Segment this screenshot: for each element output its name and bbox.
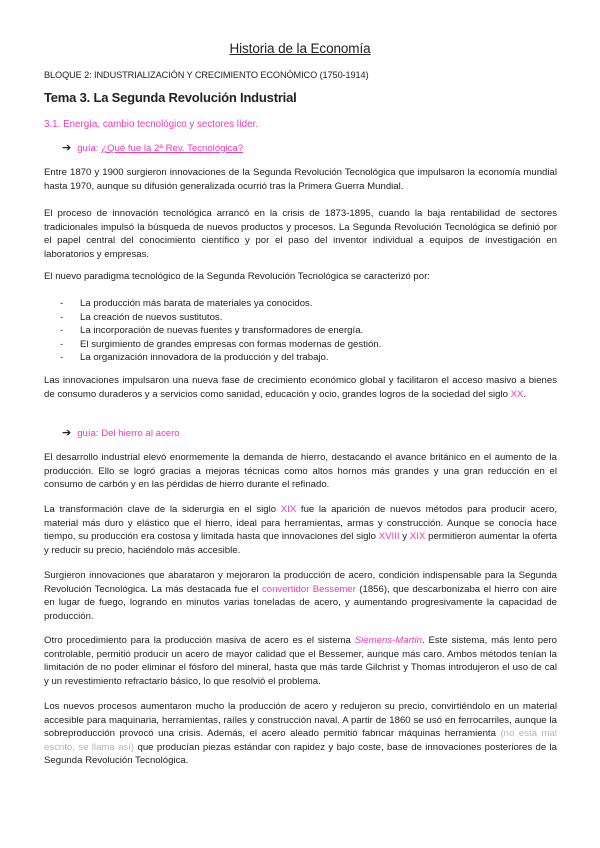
paragraph-1: Entre 1870 y 1900 surgieron innovaciones de la Segunda Revolución Tecnológica que impulsaron la economía mundial hasta 1970, aunque su difusión generalizada ocurrió tras la Primera Guerra Mundial.	[44, 167, 557, 192]
arrow-right-icon: ➔	[62, 142, 72, 154]
list-item: - La producción más barata de materiales ya conocidos.	[60, 297, 381, 311]
bessemer-term: convertidor Bessemer	[261, 583, 356, 595]
paragraph-9: Los nuevos procesos aumentaron mucho la producción de acero y redujeron su precio, convirtiéndolo en un material accesible para maquinaria, herramientas, raíles y construcción naval. A partir de 1860 se usó en ferrocarriles, aunque la sobreproducción provocó una crisis. Además, el acero aleado permitió fabricar máquinas herramienta (no está mal escrito, se llama así) que producían piezas estándar con rapidez y bajo coste, base de innovaciones posteriores de la Segunda Revolución Tecnológica.	[44, 701, 557, 767]
century-label: XIX	[409, 531, 426, 543]
siemens-martin-term: Siemens-Martin	[354, 635, 422, 646]
block-heading: BLOQUE 2: INDUSTRIALIZACIÓN Y CRECIMIENTO ECONÓMICO (1750-1914)	[44, 70, 369, 80]
list-item: - La creación de nuevos sustitutos.	[60, 311, 381, 325]
paragraph-4: Las innovaciones impulsaron una nueva fase de crecimiento económico global y facilitaron el acceso masivo a bienes de consumo duraderos y a servicios como sanidad, educación y ocio, grandes logros de la sociedad del siglo XX.	[44, 375, 557, 400]
aside-note: (no está mal escrito, se llama así)	[44, 728, 557, 753]
paragraph-5: El desarrollo industrial elevó enormemente la demanda de hierro, destacando el avance británico en el aumento de la producción. Ello se logró gracias a mejoras técnicas como altos hornos más grandes y una gran reducción en el consumo de carbón y en las pérdidas de hierro durante el refinado.	[44, 452, 557, 491]
tema-heading: Tema 3. La Segunda Revolución Industrial	[44, 90, 297, 105]
paragraph-6: La transformación clave de la siderurgia en el siglo XIX fue la aparición de nuevos métodos para producir acero, material más duro y elástico que el hierro, ideal para herramientas, armas y construcción. Aunque se conocía hace tiempo, su producción era costosa y limitada hasta que innovaciones del siglo XVIII y XIX permitieron aumentar la oferta y reducir su precio, haciéndolo más accesible.	[44, 504, 558, 556]
list-item: - La incorporación de nuevas fuentes y transformadores de energía.	[60, 324, 381, 338]
guide-link-2nd-revolution[interactable]: ¿Qué fue la 2ª Rev. Tecnológica?	[101, 143, 244, 154]
guide-link-iron-steel[interactable]: Del hierro al acero	[101, 428, 180, 439]
century-label: XVIII	[378, 531, 400, 543]
guide-line-1	[62, 142, 243, 156]
paragraph-8: Otro procedimiento para la producción masiva de acero es el sistema Siemens-Martin. Este sistema, más lento pero controlable, permitió producir un acero de mayor calidad que el Bessemer, aunque más caro. Ambos métodos tenían la limitación de no poder eliminar el fósforo del mineral, hasta que más tarde Gilchrist y Thomas introdujeron el uso de cal y un revestimiento refractario básico, lo que resolvió el problema.	[44, 635, 557, 687]
list-item: - La organización innovadora de la producción y del trabajo.	[60, 351, 381, 365]
guide-line-2	[62, 427, 180, 441]
paragraph-2: El proceso de innovación tecnológica arrancó en la crisis de 1873-1895, cuando la baja rentabilidad de sectores tradicionales impulsó la búsqueda de nuevos productos y procesos. La Segunda Revolución Tecnológica se definió por el papel central del conocimiento científico y por el paso del inventor individual a equipos de investigación en laboratorios y empresas.	[44, 208, 557, 260]
paragraph-3: El nuevo paradigma tecnológico de la Segunda Revolución Tecnológica se caracterizó por:	[44, 271, 430, 282]
paragraph-7: Surgieron innovaciones que abarataron y mejoraron la producción de acero, condición indispensable para la Segunda Revolución Tecnológica. La más destacada fue el convertidor Bessemer (1856), que descarbonizaba el hierro con aire en lugar de fuego, logrando en minutos varias toneladas de acero, y aumentando progresivamente la capacidad de producción.	[44, 570, 558, 622]
list-item: - El surgimiento de grandes empresas con formas modernas de gestión.	[60, 338, 381, 352]
section-heading: 3.1. Energía, cambio tecnológico y sectores líder.	[44, 119, 259, 130]
document-title: Historia de la Economía	[229, 41, 371, 56]
characteristics-list	[60, 297, 381, 365]
century-label: XIX	[280, 504, 297, 515]
arrow-right-icon: ➔	[62, 427, 72, 439]
guide-prefix: guía:	[77, 428, 102, 439]
century-label: XX	[510, 388, 524, 400]
guide-prefix: guía:	[77, 143, 102, 154]
